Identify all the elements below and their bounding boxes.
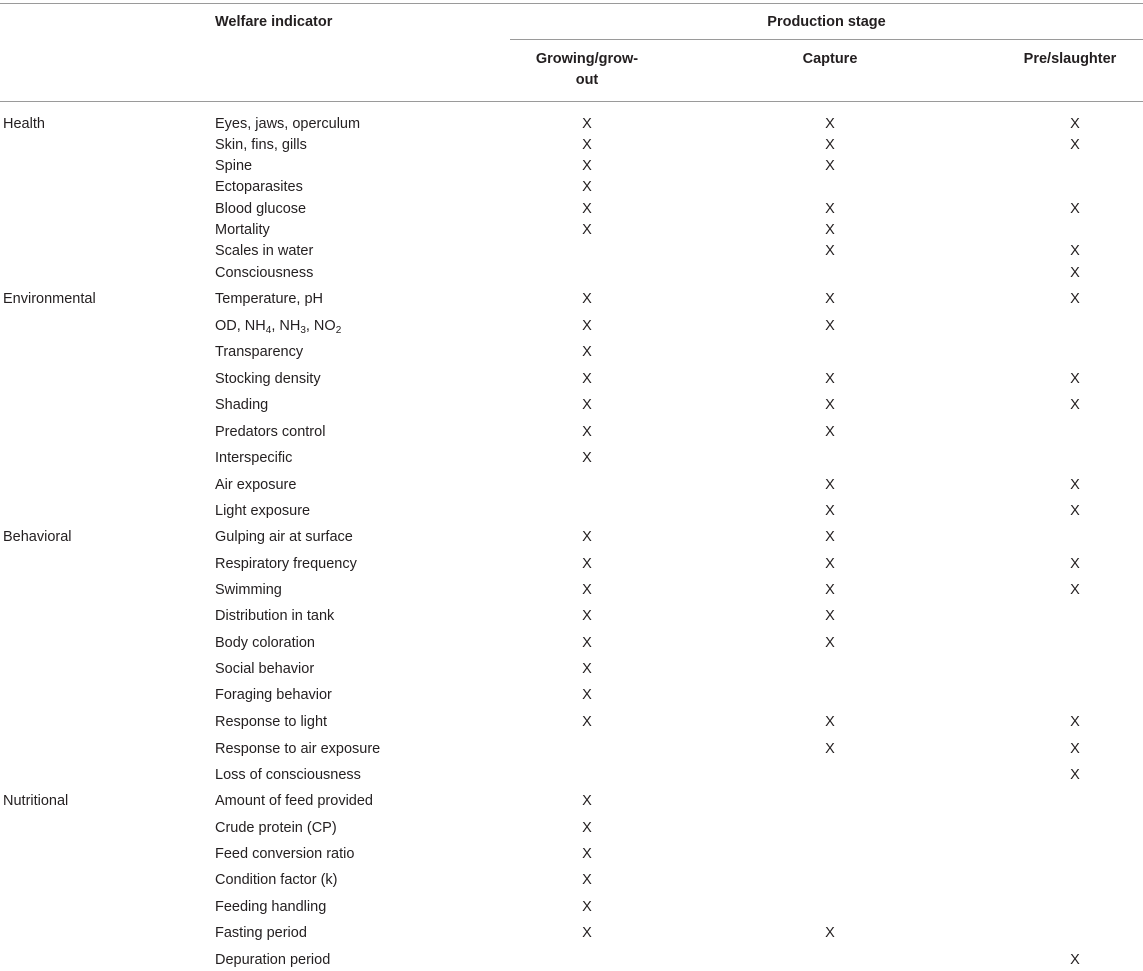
table-row — [0, 220, 1143, 241]
mark-growing: X — [582, 846, 592, 862]
indicator-label: Stocking density — [215, 371, 321, 387]
column-header-growing: Growing/grow- out — [535, 51, 639, 88]
mark-growing: X — [582, 450, 592, 466]
indicator-label: Respiratory frequency — [215, 556, 357, 572]
mark-growing: X — [582, 556, 592, 572]
table-row — [0, 606, 1143, 627]
mark-pre-slaughter: X — [1070, 556, 1080, 572]
indicator-label: Spine — [215, 158, 253, 174]
mark-growing: X — [582, 714, 592, 730]
mark-pre-slaughter: X — [1070, 291, 1080, 307]
table-row — [0, 818, 1143, 839]
indicator-label: Fasting period — [215, 925, 307, 941]
mark-capture: X — [825, 925, 835, 941]
table-row — [0, 580, 1143, 601]
table-row — [0, 659, 1143, 680]
indicator-label: Predators control — [215, 424, 326, 440]
mark-pre-slaughter: X — [1070, 137, 1080, 153]
mark-capture: X — [825, 503, 835, 519]
mark-capture: X — [825, 318, 835, 334]
table-row — [0, 177, 1143, 198]
production-stage-header: Production stage — [767, 14, 886, 30]
mark-growing: X — [582, 116, 592, 132]
table-row — [0, 263, 1143, 284]
mark-growing: X — [582, 899, 592, 915]
indicator-label: Condition factor (k) — [215, 872, 338, 888]
mark-growing: X — [582, 687, 592, 703]
mark-pre-slaughter: X — [1070, 741, 1080, 757]
column-header-capture: Capture — [802, 51, 858, 67]
indicator-label: Loss of consciousness — [215, 767, 361, 783]
table-row — [0, 135, 1143, 156]
table-row — [0, 685, 1143, 706]
indicator-label: Gulping air at surface — [215, 529, 353, 545]
mark-growing: X — [582, 371, 592, 387]
mark-growing: X — [582, 793, 592, 809]
header-bottom-rule — [0, 101, 1143, 102]
mark-growing: X — [582, 179, 592, 195]
mark-growing: X — [582, 582, 592, 598]
mark-capture: X — [825, 158, 835, 174]
indicator-label: Temperature, pH — [215, 291, 323, 307]
mark-pre-slaughter: X — [1070, 201, 1080, 217]
indicator-label: Amount of feed provided — [215, 793, 373, 809]
top-rule — [0, 3, 1143, 4]
mark-capture: X — [825, 222, 835, 238]
indicator-label: Consciousness — [215, 265, 314, 281]
mark-growing: X — [582, 137, 592, 153]
mark-growing: X — [582, 635, 592, 651]
mark-growing: X — [582, 608, 592, 624]
table-row — [0, 422, 1143, 443]
mark-capture: X — [825, 137, 835, 153]
stage-rule — [510, 39, 1143, 40]
table-row — [0, 289, 1143, 310]
table-row — [0, 342, 1143, 363]
category-label: Environmental — [3, 291, 96, 307]
mark-pre-slaughter: X — [1070, 503, 1080, 519]
indicator-label: Response to air exposure — [215, 741, 381, 757]
table-row — [0, 527, 1143, 548]
mark-pre-slaughter: X — [1070, 714, 1080, 730]
indicator-label: Feed conversion ratio — [215, 846, 355, 862]
indicator-label: Scales in water — [215, 243, 314, 259]
mark-growing: X — [582, 872, 592, 888]
mark-capture: X — [825, 291, 835, 307]
table-row — [0, 241, 1143, 262]
indicator-label: Crude protein (CP) — [215, 820, 337, 836]
mark-pre-slaughter: X — [1070, 582, 1080, 598]
mark-growing: X — [582, 318, 592, 334]
table-row — [0, 475, 1143, 496]
mark-capture: X — [825, 741, 835, 757]
table-row — [0, 765, 1143, 786]
mark-growing: X — [582, 529, 592, 545]
mark-growing: X — [582, 820, 592, 836]
mark-pre-slaughter: X — [1070, 265, 1080, 281]
mark-growing: X — [582, 661, 592, 677]
mark-growing: X — [582, 158, 592, 174]
mark-pre-slaughter: X — [1070, 397, 1080, 413]
indicator-label: Eyes, jaws, operculum — [215, 116, 361, 132]
indicator-label: Air exposure — [215, 477, 297, 493]
indicator-label: Foraging behavior — [215, 687, 332, 703]
mark-capture: X — [825, 371, 835, 387]
indicator-label: Blood glucose — [215, 201, 307, 217]
table-row — [0, 791, 1143, 812]
mark-capture: X — [825, 397, 835, 413]
table-row — [0, 633, 1143, 654]
mark-growing: X — [582, 344, 592, 360]
mark-growing: X — [582, 291, 592, 307]
mark-growing: X — [582, 397, 592, 413]
indicator-label: Body coloration — [215, 635, 315, 651]
mark-capture: X — [825, 424, 835, 440]
indicator-label: Transparency — [215, 344, 304, 360]
mark-capture: X — [825, 201, 835, 217]
mark-capture: X — [825, 243, 835, 259]
table-row — [0, 156, 1143, 177]
mark-capture: X — [825, 116, 835, 132]
mark-growing: X — [582, 925, 592, 941]
mark-capture: X — [825, 714, 835, 730]
indicator-label: OD, $NH_4$, $NH_3$, $NO_2$ — [215, 318, 342, 336]
table-row — [0, 114, 1143, 135]
table-row — [0, 369, 1143, 390]
indicator-label: Ectoparasites — [215, 179, 303, 195]
table-row — [0, 739, 1143, 760]
mark-growing: X — [582, 222, 592, 238]
table-row — [0, 712, 1143, 733]
category-label: Nutritional — [3, 793, 69, 809]
table-row — [0, 554, 1143, 575]
indicator-label: Shading — [215, 397, 269, 413]
mark-growing: X — [582, 424, 592, 440]
mark-capture: X — [825, 608, 835, 624]
indicator-label: Mortality — [215, 222, 270, 238]
indicator-label: Depuration period — [215, 952, 331, 968]
mark-capture: X — [825, 556, 835, 572]
table-row — [0, 199, 1143, 220]
indicator-label: Light exposure — [215, 503, 311, 519]
indicator-label: Interspecific — [215, 450, 293, 466]
table-row — [0, 923, 1143, 944]
table-row — [0, 870, 1143, 891]
table-row — [0, 950, 1143, 971]
table-row — [0, 316, 1143, 337]
table-row — [0, 897, 1143, 918]
mark-capture: X — [825, 477, 835, 493]
indicator-label: Response to light — [215, 714, 328, 730]
mark-capture: X — [825, 529, 835, 545]
mark-capture: X — [825, 635, 835, 651]
welfare-indicator-header: Welfare indicator — [215, 14, 333, 30]
mark-pre-slaughter: X — [1070, 767, 1080, 783]
table-row — [0, 501, 1143, 522]
indicator-label: Distribution in tank — [215, 608, 335, 624]
category-label: Health — [3, 116, 45, 132]
mark-capture: X — [825, 582, 835, 598]
table-row — [0, 395, 1143, 416]
mark-pre-slaughter: X — [1070, 477, 1080, 493]
indicator-label: Social behavior — [215, 661, 315, 677]
table-row — [0, 448, 1143, 469]
category-label: Behavioral — [3, 529, 72, 545]
indicator-label: Swimming — [215, 582, 282, 598]
indicator-label: Feeding handling — [215, 899, 327, 915]
mark-pre-slaughter: X — [1070, 243, 1080, 259]
mark-growing: X — [582, 201, 592, 217]
mark-pre-slaughter: X — [1070, 952, 1080, 968]
mark-pre-slaughter: X — [1070, 116, 1080, 132]
mark-pre-slaughter: X — [1070, 371, 1080, 387]
table-row — [0, 844, 1143, 865]
column-header-pre-slaughter: Pre/slaughter — [1023, 51, 1117, 67]
indicator-label: Skin, fins, gills — [215, 137, 307, 153]
